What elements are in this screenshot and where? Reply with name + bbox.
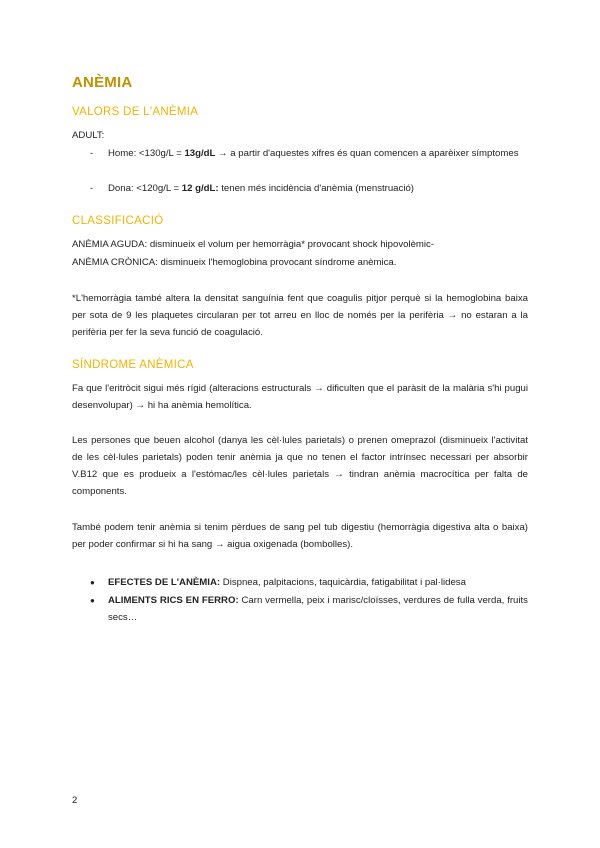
sindrome-paragraph-3: També podem tenir anèmia si tenim pèrdues de sang pel tub digestiu (hemorràgia digestiva alta o baixa) per poder confirmar si hi ha sang → aigua oxigenada (bombolles). bbox=[72, 522, 528, 550]
home-text-a: Home: <130g/L = bbox=[108, 148, 185, 159]
list-item-efectes bbox=[108, 574, 528, 591]
home-text-c: → a partir d'aquestes xifres és quan comencen a aparèixer símptomes bbox=[215, 148, 519, 159]
list-item-aliments bbox=[108, 592, 528, 626]
aliments-label: ALIMENTS RICS EN FERRO: bbox=[108, 595, 239, 606]
sindrome-paragraph-1: Fa que l'eritròcit sigui més rígid (alteracions estructurals → dificulten que el paràsit de la malària s'hi pugui desenvolupar) → hi ha anèmia hemolítica. bbox=[72, 383, 528, 411]
dash-marker: - bbox=[90, 183, 94, 194]
anemia-aguda-line: ANÈMIA AGUDA: disminueix el volum per hemorràgia* provocant shock hipovolèmic- bbox=[72, 239, 435, 250]
dona-text-c: tenen més incidència d'anèmia (menstruació) bbox=[218, 183, 414, 194]
hemorragia-note: *L'hemorràgia també altera la densitat sanguínia fent que coagulis pitjor perquè si la hemoglobina baixa per sota de 9 les plaquetes circularan per tot arreu en lloc de només per la perifèria → no estaran a la perifèria per fer la seva funció de coagulació. bbox=[72, 293, 528, 338]
heading-classificacio: CLASSIFICACIÓ bbox=[72, 215, 164, 227]
home-text-b: 13g/dL bbox=[184, 148, 216, 159]
page-number: 2 bbox=[72, 795, 78, 806]
bullet-icon: ● bbox=[90, 578, 95, 587]
adult-label: ADULT: bbox=[72, 130, 105, 141]
page-title: ANÈMIA bbox=[72, 74, 133, 91]
list-item-dona bbox=[108, 180, 528, 197]
aliments-text: Carn vermella, peix i marisc/cloïsses, verdures de fulla verda, fruits secs… bbox=[108, 595, 528, 623]
list-item-home bbox=[108, 145, 528, 162]
dona-text-a: Dona: <120g/L = bbox=[108, 183, 182, 194]
dash-marker: - bbox=[90, 148, 94, 159]
dona-text-b: 12 g/dL: bbox=[181, 183, 219, 194]
heading-valors: VALORS DE L'ANÈMIA bbox=[72, 106, 199, 118]
efectes-label: EFECTES DE L'ANÈMIA: bbox=[108, 577, 221, 588]
bullet-icon: ● bbox=[90, 596, 95, 605]
efectes-text: Dispnea, palpitacions, taquicàrdia, fatigabilitat i pal·lidesa bbox=[220, 577, 466, 588]
heading-sindrome: SÍNDROME ANÈMICA bbox=[72, 359, 194, 371]
sindrome-paragraph-2: Les persones que beuen alcohol (danya les cèl·lules parietals) o prenen omeprazol (disminueix l'activitat de les cèl·lules parietals) poden tenir anèmia ja que no tenen el factor intrínsec necessari per absorbir V.B12 que es produeix a l'estómac/les cèl·lules parietals → tindran anèmia macrocítica per falta de components. bbox=[72, 435, 528, 497]
anemia-cronica-line: ANÈMIA CRÒNICA: disminueix l'hemoglobina provocant síndrome anèmica. bbox=[72, 257, 397, 268]
